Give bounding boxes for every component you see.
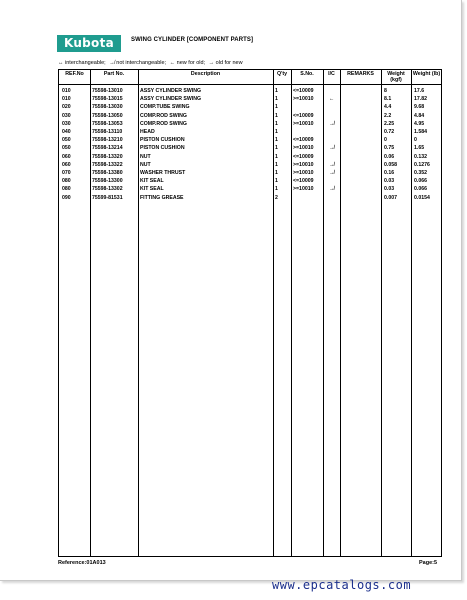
header-divider	[59, 84, 441, 85]
cell-weight-kgf: 0.03	[384, 178, 395, 185]
cell-weight-kgf: 2.25	[384, 120, 395, 127]
legend-item: ↔ interchangeable;	[58, 60, 106, 66]
cell-serial-no: <=10009	[293, 178, 314, 185]
watermark-link[interactable]: www.epcatalogs.com	[272, 578, 412, 592]
cell-part-no: 75598-13300	[92, 178, 123, 185]
cell-weight-lb: 0.0154	[414, 194, 430, 201]
header-part-no: Part No.	[103, 71, 125, 77]
cell-qty: 1	[275, 96, 278, 103]
cell-weight-lb: 0.352	[414, 170, 427, 176]
cell-weight-kgf: 2.2	[384, 112, 392, 119]
cell-part-no: 75598-13214	[92, 145, 123, 152]
cell-ic: ↛	[329, 161, 335, 168]
table-row	[59, 103, 441, 111]
cell-weight-lb: 4.95	[414, 120, 425, 127]
cell-weight-lb: 0.066	[414, 186, 427, 193]
cell-serial-no: <=10009	[293, 137, 314, 144]
reference-label: Reference:01A013	[58, 560, 106, 566]
page-number: Page:5	[419, 560, 438, 566]
cell-part-no: 75598-13320	[92, 153, 123, 160]
cell-part-no: 75598-13110	[92, 129, 123, 135]
cell-weight-kgf: 8.1	[384, 96, 392, 103]
cell-qty: 1	[275, 104, 278, 111]
cell-qty: 1	[275, 120, 278, 127]
cell-weight-kgf: 0.058	[384, 161, 397, 168]
cell-serial-no: >=10010	[293, 120, 314, 127]
cell-serial-no: <=10009	[293, 153, 314, 160]
cell-weight-kgf: 0.16	[384, 170, 395, 176]
cell-description: FITTING GREASE	[140, 194, 184, 201]
cell-description: KIT SEAL	[140, 178, 164, 185]
cell-weight-lb: 0	[414, 137, 417, 144]
cell-weight-lb: 0.132	[414, 153, 427, 160]
cell-qty: 1	[275, 170, 278, 176]
cell-ref: 050	[62, 137, 71, 144]
cell-part-no: 75598-13053	[92, 120, 123, 127]
table-row	[59, 112, 441, 120]
cell-description: COMP.TUBE SWING	[140, 104, 190, 111]
cell-weight-kgf: 0.06	[384, 153, 395, 160]
table-row	[59, 136, 441, 144]
table-row	[59, 194, 441, 202]
cell-ic: ↛	[329, 145, 335, 152]
cell-part-no: 75598-13210	[92, 137, 123, 144]
cell-description: PISTON CUSHION	[140, 137, 185, 144]
cell-serial-no: >=10010	[293, 170, 314, 176]
header-ic: I/C	[328, 71, 335, 77]
cell-description: WASHER THRUST	[140, 170, 186, 176]
cell-ref: 010	[62, 88, 71, 94]
table-row	[59, 153, 441, 161]
cell-serial-no: >=10010	[293, 161, 314, 168]
cell-ref: 070	[62, 170, 71, 176]
interchangeability-legend	[58, 60, 245, 66]
cell-serial-no: >=10010	[293, 186, 314, 193]
cell-part-no: 75598-13322	[92, 161, 123, 168]
header-description: Description	[190, 71, 221, 77]
header-ref: REF.No	[65, 71, 84, 77]
cell-weight-kgf: 0.03	[384, 186, 395, 193]
cell-ref: 050	[62, 145, 71, 152]
cell-weight-lb: 4.84	[414, 112, 425, 119]
header-weight-lb: Weight (lb)	[412, 71, 441, 77]
cell-ref: 060	[62, 161, 71, 168]
cell-qty: 2	[275, 194, 278, 201]
cell-weight-lb: 17.82	[414, 96, 427, 103]
cell-qty: 1	[275, 129, 278, 135]
table-row	[59, 185, 441, 193]
cell-part-no: 75598-13302	[92, 186, 123, 193]
legend-item: ↛ not interchangeable;	[109, 60, 167, 66]
cell-description: KIT SEAL	[140, 186, 164, 193]
cell-weight-kgf: 0.75	[384, 145, 395, 152]
cell-ref: 010	[62, 96, 71, 103]
table-row	[59, 120, 441, 128]
cell-qty: 1	[275, 145, 278, 152]
cell-description: NUT	[140, 161, 151, 168]
cell-weight-lb: 0.066	[414, 178, 427, 185]
cell-ref: 030	[62, 112, 71, 119]
cell-qty: 1	[275, 137, 278, 144]
table-row	[59, 95, 441, 103]
cell-ref: 020	[62, 104, 71, 111]
cell-part-no: 75598-13015	[92, 96, 123, 103]
cell-ref: 080	[62, 186, 71, 193]
cell-ref: 030	[62, 120, 71, 127]
page-title: SWING CYLINDER [COMPONENT PARTS]	[131, 37, 254, 43]
cell-qty: 1	[275, 112, 278, 119]
cell-weight-lb: 17.6	[414, 88, 425, 94]
cell-description: PISTON CUSHION	[140, 145, 185, 152]
kubota-logo: Kubota	[57, 35, 121, 52]
cell-weight-lb: 0.1276	[414, 161, 430, 168]
cell-qty: 1	[275, 88, 278, 94]
cell-description: ASSY CYLINDER SWING	[140, 88, 202, 94]
cell-weight-kgf: 4.4	[384, 104, 392, 111]
cell-weight-kgf: 0.007	[384, 194, 397, 201]
cell-weight-kgf: 0	[384, 137, 387, 144]
cell-part-no: 75599-81531	[92, 194, 123, 201]
cell-ref: 080	[62, 178, 71, 185]
table-row	[59, 161, 441, 169]
cell-serial-no: >=10010	[293, 96, 314, 103]
table-row	[59, 128, 441, 136]
cell-qty: 1	[275, 178, 278, 185]
cell-ic: ↛	[329, 186, 335, 193]
cell-part-no: 75598-13010	[92, 88, 123, 94]
cell-qty: 1	[275, 186, 278, 193]
cell-description: NUT	[140, 153, 151, 160]
cell-qty: 1	[275, 153, 278, 160]
cell-weight-lb: 9.68	[414, 104, 425, 111]
cell-description: COMP.ROD SWING	[140, 112, 187, 119]
cell-serial-no: <=10009	[293, 112, 314, 119]
cell-ref: 040	[62, 129, 71, 135]
cell-part-no: 75598-13050	[92, 112, 123, 119]
cell-ic: ←	[329, 96, 335, 103]
cell-weight-kgf: 8	[384, 88, 387, 94]
table-row	[59, 169, 441, 177]
cell-qty: 1	[275, 161, 278, 168]
table-row	[59, 177, 441, 185]
cell-part-no: 75598-13030	[92, 104, 123, 111]
cell-weight-kgf: 0.72	[384, 129, 395, 135]
parts-table	[58, 69, 442, 557]
header-weight-kgf: Weight (kgf)	[387, 71, 405, 83]
cell-serial-no: <=10009	[293, 88, 314, 94]
header-remarks: REMARKS	[347, 71, 374, 77]
legend-item: ← new for old;	[169, 60, 206, 66]
cell-part-no: 75598-13380	[92, 170, 123, 176]
cell-ref: 090	[62, 194, 71, 201]
cell-description: COMP.ROD SWING	[140, 120, 187, 127]
cell-ic: ↛	[329, 120, 335, 127]
cell-serial-no: >=10010	[293, 145, 314, 152]
cell-ref: 060	[62, 153, 71, 160]
cell-description: HEAD	[140, 129, 155, 135]
header-qty: Q'ty	[276, 71, 288, 77]
table-row	[59, 87, 441, 95]
cell-weight-lb: 1.584	[414, 129, 427, 135]
cell-ic: ↛	[329, 170, 335, 176]
header-serial-no: S.No.	[300, 71, 314, 77]
legend-item: → old for new	[208, 60, 243, 66]
cell-weight-lb: 1.65	[414, 145, 425, 152]
cell-description: ASSY CYLINDER SWING	[140, 96, 202, 103]
table-row	[59, 144, 441, 152]
